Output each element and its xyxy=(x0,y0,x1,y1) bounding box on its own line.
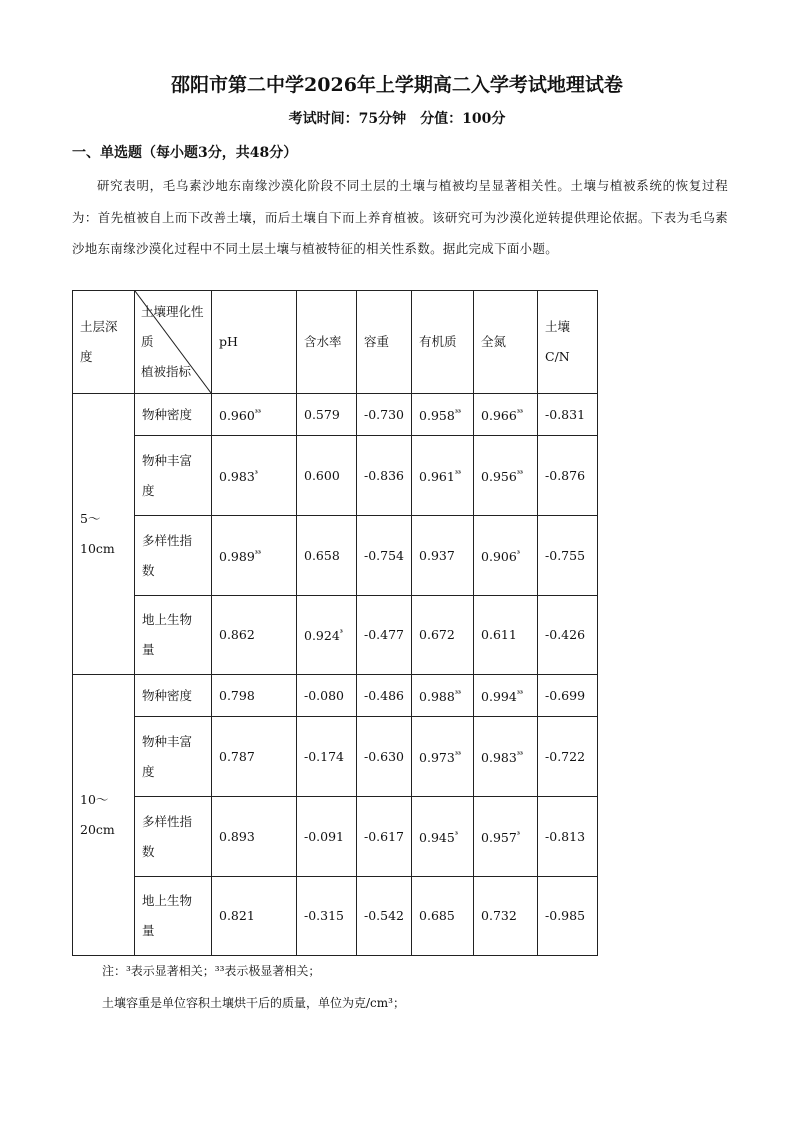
value-cell xyxy=(412,596,474,675)
value: -0.630 xyxy=(364,748,405,764)
significance-mark: ³³ xyxy=(454,407,461,417)
value-cell xyxy=(212,675,297,717)
value: 0.611 xyxy=(481,627,517,642)
value-cell xyxy=(474,877,538,956)
significance-mark: ³³ xyxy=(454,688,461,698)
value-cell xyxy=(357,877,412,956)
value: -0.813 xyxy=(545,828,586,844)
value-cell xyxy=(538,877,598,956)
header-diag-top: 土壤理化性质 xyxy=(141,304,204,349)
value: 0.994 xyxy=(481,689,517,705)
value-cell xyxy=(297,717,357,797)
value-cell xyxy=(538,394,598,436)
significance-mark: ³³ xyxy=(516,468,523,478)
value: -0.315 xyxy=(304,908,345,923)
value: -0.730 xyxy=(364,406,405,422)
value: -0.080 xyxy=(304,687,345,703)
value-cell xyxy=(212,436,297,516)
significance-mark: ³³ xyxy=(454,468,461,478)
value-cell xyxy=(474,436,538,516)
table-row xyxy=(73,394,598,436)
header-col: 全氮 xyxy=(474,291,538,394)
value: -0.486 xyxy=(364,687,405,703)
header-col: 容重 xyxy=(357,291,412,394)
depth-cell: 5～10cm xyxy=(73,394,135,675)
section-heading: 一、单选题（每小题3分，共48分） xyxy=(72,145,298,161)
value: 0.658 xyxy=(304,547,340,563)
value-cell xyxy=(474,797,538,877)
value: 0.945 xyxy=(419,830,455,846)
table-row xyxy=(73,596,598,675)
value: 0.685 xyxy=(419,908,455,923)
value-cell xyxy=(412,394,474,436)
vegetation-label: 地上生物量 xyxy=(135,877,212,956)
value-cell xyxy=(474,394,538,436)
value: 0.906 xyxy=(481,549,517,565)
header-col: 含水率 xyxy=(297,291,357,394)
value-cell xyxy=(357,394,412,436)
value: -0.617 xyxy=(364,828,405,844)
value: -0.876 xyxy=(545,467,586,483)
significance-mark: ³ xyxy=(339,628,343,638)
value: 0.937 xyxy=(419,547,455,563)
value-cell xyxy=(357,596,412,675)
table-row xyxy=(73,877,598,956)
value: -0.831 xyxy=(545,406,586,422)
table-row xyxy=(73,516,598,596)
value: 0.924 xyxy=(304,628,340,644)
value-cell xyxy=(357,436,412,516)
value-cell xyxy=(474,596,538,675)
table-header-row xyxy=(73,291,598,394)
value: 0.983 xyxy=(219,469,255,485)
value-cell xyxy=(212,877,297,956)
value-cell xyxy=(212,717,297,797)
value-cell xyxy=(212,394,297,436)
value-cell xyxy=(412,877,474,956)
value-cell xyxy=(297,596,357,675)
value-cell xyxy=(538,516,598,596)
significance-mark: ³³ xyxy=(516,749,523,759)
note-significance: 注：³表示显著相关；³³表示极显著相关； xyxy=(102,964,321,978)
note-bulk-density: 土壤容重是单位容积土壤烘干后的质量，单位为克/cm³； xyxy=(102,996,405,1010)
value-cell xyxy=(538,596,598,675)
header-col: 有机质 xyxy=(412,291,474,394)
value-cell xyxy=(474,717,538,797)
value: -0.722 xyxy=(545,748,586,764)
significance-mark: ³³ xyxy=(516,688,523,698)
value: 0.893 xyxy=(219,828,255,844)
header-col: pH xyxy=(212,291,297,394)
significance-mark: ³³ xyxy=(254,548,261,558)
depth-cell: 10～20cm xyxy=(73,675,135,956)
value: -0.477 xyxy=(364,627,405,642)
diagonal-line xyxy=(135,291,211,393)
value-cell xyxy=(297,877,357,956)
value: 0.798 xyxy=(219,687,255,703)
value-cell xyxy=(474,516,538,596)
significance-mark: ³ xyxy=(516,548,520,558)
value: 0.961 xyxy=(419,469,455,485)
value-cell xyxy=(412,436,474,516)
value: -0.542 xyxy=(364,908,405,923)
significance-mark: ³ xyxy=(454,829,458,839)
value-cell xyxy=(538,797,598,877)
table-row xyxy=(73,436,598,516)
value-cell xyxy=(474,675,538,717)
value-cell xyxy=(297,436,357,516)
vegetation-label: 物种丰富度 xyxy=(135,436,212,516)
value: -0.754 xyxy=(364,547,405,563)
value-cell xyxy=(297,797,357,877)
value: -0.985 xyxy=(545,908,586,923)
value-cell xyxy=(357,675,412,717)
value-cell xyxy=(212,596,297,675)
exam-title: 邵阳市第二中学2026年上学期高二入学考试地理试卷 xyxy=(171,74,623,96)
value: -0.755 xyxy=(545,547,586,563)
header-diag-bottom: 植被指标 xyxy=(141,364,192,379)
value: 0.732 xyxy=(481,908,517,923)
vegetation-label: 物种密度 xyxy=(135,394,212,436)
header-depth: 土层深度 xyxy=(73,291,135,394)
value-cell xyxy=(357,516,412,596)
value: 0.600 xyxy=(304,467,340,483)
value: 0.579 xyxy=(304,406,340,422)
header-diagonal-cell xyxy=(135,291,212,394)
value-cell xyxy=(297,394,357,436)
vegetation-label: 物种密度 xyxy=(135,675,212,717)
value: 0.983 xyxy=(481,750,517,766)
exam-subtitle: 考试时间：75分钟 分值：100分 xyxy=(288,111,506,127)
correlation-table xyxy=(72,290,598,956)
value: 0.966 xyxy=(481,408,517,424)
vegetation-label: 地上生物量 xyxy=(135,596,212,675)
table-row xyxy=(73,675,598,717)
vegetation-label: 物种丰富度 xyxy=(135,717,212,797)
value: 0.956 xyxy=(481,469,517,485)
value: -0.091 xyxy=(304,828,345,844)
value-cell xyxy=(412,717,474,797)
significance-mark: ³³ xyxy=(454,749,461,759)
value-cell xyxy=(412,675,474,717)
value-cell xyxy=(538,436,598,516)
value: 0.787 xyxy=(219,748,255,764)
value: 0.821 xyxy=(219,908,255,923)
value: 0.958 xyxy=(419,408,455,424)
value-cell xyxy=(357,797,412,877)
value: -0.174 xyxy=(304,748,345,764)
table-row xyxy=(73,717,598,797)
value: 0.973 xyxy=(419,750,455,766)
vegetation-label: 多样性指数 xyxy=(135,797,212,877)
value-cell xyxy=(412,516,474,596)
value-cell xyxy=(538,675,598,717)
significance-mark: ³ xyxy=(254,468,258,478)
value-cell xyxy=(297,675,357,717)
value: -0.426 xyxy=(545,627,586,642)
header-col: 土壤C/N xyxy=(538,291,598,394)
value-cell xyxy=(212,797,297,877)
value: 0.862 xyxy=(219,627,255,642)
value-cell xyxy=(538,717,598,797)
significance-mark: ³ xyxy=(516,829,520,839)
value: -0.836 xyxy=(364,467,405,483)
value: 0.960 xyxy=(219,408,255,424)
value: 0.957 xyxy=(481,830,517,846)
value-cell xyxy=(212,516,297,596)
table-row xyxy=(73,797,598,877)
significance-mark: ³³ xyxy=(254,407,261,417)
question-paragraph: 研究表明，毛乌素沙地东南缘沙漠化阶段不同土层的土壤与植被均呈显著相关性。土壤与植被系统的恢复过程为：首先植被自上而下改善土壤，而后土壤自下而上养育植被。该研究可为沙漠化逆转提供理论依据。下表为毛乌素沙地东南缘沙漠化过程中不同土层土壤与植被特征的相关性系数。据此完成下面小题。 xyxy=(72,178,728,256)
value: 0.989 xyxy=(219,549,255,565)
value-cell xyxy=(412,797,474,877)
significance-mark: ³³ xyxy=(516,407,523,417)
value: 0.672 xyxy=(419,627,455,642)
value-cell xyxy=(297,516,357,596)
vegetation-label: 多样性指数 xyxy=(135,516,212,596)
value: 0.988 xyxy=(419,689,455,705)
value: -0.699 xyxy=(545,687,586,703)
value-cell xyxy=(357,717,412,797)
